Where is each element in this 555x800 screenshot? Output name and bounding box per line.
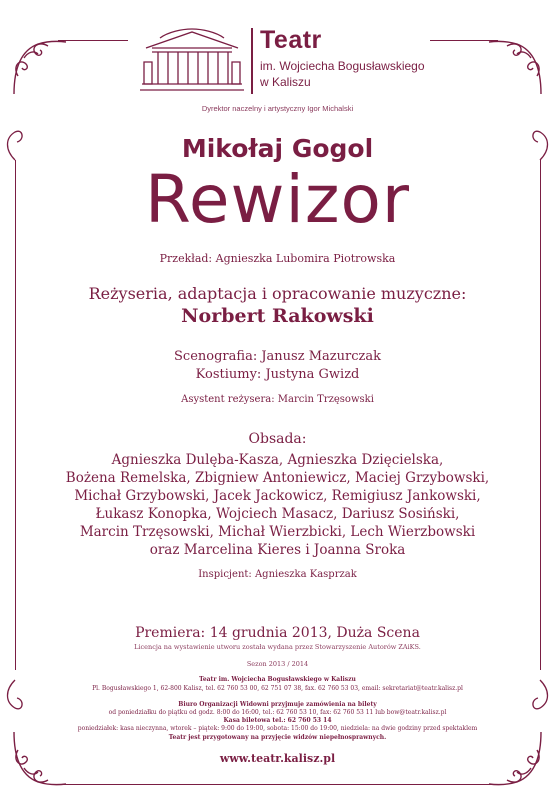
- premiere-date: Premiera: 14 grudnia 2013, Duża Scena: [135, 625, 420, 641]
- play-title: Rewizor: [145, 161, 410, 238]
- licence-note: Licencja na wystawienie utworu została wydana przez Stowarzyszenie Autorów ZAiKS.: [134, 643, 421, 651]
- footer-contacts: Pl. Bogusławskiego 1, 62-800 Kalisz, tel. 62 760 53 00, 62 751 07 38, fax. 62 760 53 03, email: sekretariat@teatr.kalisz.pl: [92, 685, 463, 692]
- footer-accessibility: Teatr jest przygotowany na przyjęcie widzów niepełnosprawnych.: [168, 734, 387, 741]
- director-line: Dyrektor naczelny i artystyczny Igor Michalski: [201, 104, 354, 113]
- cast-line: Michał Grzybowski, Jacek Jackowicz, Remigiusz Jankowski,: [74, 488, 481, 504]
- frame-bottom-line: [58, 784, 498, 785]
- footer-box-office-hours: poniedziałek: kasa nieczynna, wtorek – piątek: 9:00 do 19:00, sobota: 15:00 do 19:00, niedziela: na dwie godziny przed spektaklem: [77, 725, 478, 732]
- website-link[interactable]: www.teatr.kalisz.pl: [219, 752, 336, 765]
- scenography-credit: Scenografia: Janusz Mazurczak: [174, 349, 381, 364]
- cast-line: Agnieszka Dulęba-Kasza, Agnieszka Dzięcielska,: [111, 452, 444, 468]
- corner-ornament-icon: [485, 36, 547, 98]
- footer-theatre-name: Teatr im. Wojciecha Bogusławskiego w Kaliszu: [199, 676, 356, 683]
- logo-divider: [251, 28, 253, 94]
- footer-bureau: Biuro Organizacji Widowni przyjmuje zamówienia na bilety: [178, 701, 377, 708]
- scenography-block: [0, 348, 555, 384]
- footer-box-office: Kasa biletowa tel.: 62 760 53 14: [223, 717, 332, 724]
- assistant-credit: Asystent reżysera: Marcin Trzęsowski: [181, 394, 374, 405]
- logo-subtitle-line1: im. Wojciecha Bogusławskiego: [260, 59, 425, 73]
- cast-line: Marcin Trzęsowski, Michał Wierzbicki, Lech Wierzbowski: [79, 524, 476, 540]
- cast-line: oraz Marcelina Kieres i Joanna Sroka: [149, 542, 406, 558]
- logo-title: Teatr: [260, 26, 322, 54]
- footer-bureau-hours: od poniedziałku do piątku od godz. 8:00 do 16:00, tel.: 62 760 53 10, fax: 62 760 53 11 lub bow@teatr.kalisz.pl: [108, 709, 447, 716]
- translation-credit: Przekład: Agnieszka Lubomira Piotrowska: [159, 252, 396, 265]
- cast-label: Obsada:: [248, 431, 307, 447]
- director-name: Norbert Rakowski: [181, 305, 374, 327]
- season-label: Sezon 2013 / 2014: [246, 660, 309, 668]
- theatre-building-icon: [138, 26, 246, 96]
- corner-ornament-icon: [8, 36, 70, 98]
- cast-line: Łukasz Konopka, Wojciech Masacz, Dariusz Sosiński,: [95, 506, 460, 522]
- inspicient-credit: Inspicjent: Agnieszka Kasprzak: [198, 569, 357, 580]
- theatre-logo: [138, 26, 438, 102]
- direction-label: Reżyseria, adaptacja i opracowanie muzyczne:: [88, 284, 467, 303]
- author-name: Mikołaj Gogol: [181, 134, 374, 163]
- cast-list: [0, 451, 555, 559]
- cast-line: Bożena Remelska, Zbigniew Antoniewicz, Maciej Grzybowski,: [65, 470, 490, 486]
- costumes-credit: Kostiumy: Justyna Gwizd: [195, 367, 360, 382]
- logo-subtitle-line2: w Kaliszu: [260, 75, 311, 89]
